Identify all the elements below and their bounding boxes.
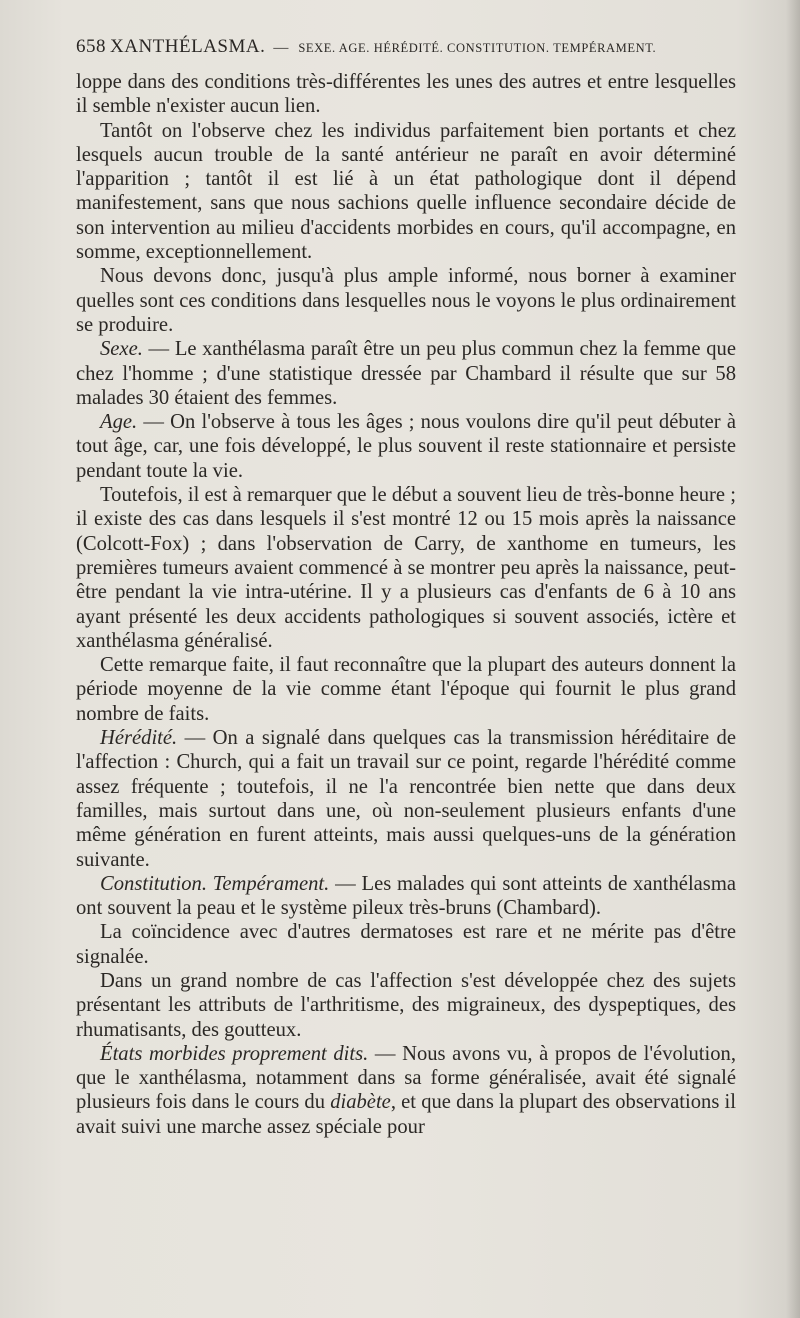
paragraph-constitution: Constitution. Tempérament. — Les malades qui sont atteints de xanthélasma ont souvent la peau et le système pileux très-bruns (Chambard). <box>76 872 736 920</box>
section-heading: Hérédité. <box>100 727 178 750</box>
section-heading: Constitution. Tempérament. <box>100 872 330 895</box>
paragraph-heredite: Hérédité. — On a signalé dans quelques cas la transmission héréditaire de l'affection : Church, qui a fait un travail sur ce point, regarde l'hérédité comme assez fréquente ; toutefois, il ne l'a rencontrée bien nette que dans deux familles, mais surtout dans une, où non-seulement plusieurs enfants d'une même génération en furent atteints, mais aussi quelques-uns de la génération suivante. <box>76 727 736 871</box>
paragraph-etats-morbides: États morbides proprement dits. — Nous avons vu, à propos de l'évolution, que le xanthélasma, notamment dans sa forme généralisée, avait été signalé plusieurs fois dans le cours du diabète, et que dans la plupart des observations il avait suivi une marche assez spéciale pour <box>76 1042 736 1138</box>
body-text <box>76 70 736 1139</box>
section-title: SEXE. AGE. HÉRÉDITÉ. CONSTITUTION. TEMPÉRAMENT. <box>298 41 657 55</box>
section-heading: Sexe. <box>100 338 143 361</box>
running-header <box>76 36 736 62</box>
paragraph: Cette remarque faite, il faut reconnaître que la plupart des auteurs donnent la période moyenne de la vie comme étant l'époque qui fournit le plus grand nombre de faits. <box>76 654 736 725</box>
paragraph: Nous devons donc, jusqu'à plus ample informé, nous borner à examiner quelles sont ces conditions dans lesquelles nous le voyons le plus ordinairement se produire. <box>76 265 736 336</box>
paragraph: loppe dans des conditions très-différentes les unes des autres et entre lesquelles il semble n'exister aucun lien. <box>76 71 736 118</box>
page-number: 658 <box>76 36 106 57</box>
paragraph-sexe: Sexe. — Le xanthélasma paraît être un peu plus commun chez la femme que chez l'homme ; d'une statistique dressée par Chambard il résulte que sur 58 malades 30 étaient des femmes. <box>76 338 736 409</box>
paragraph: Toutefois, il est à remarquer que le début a souvent lieu de très-bonne heure ; il existe des cas dans lesquels il s'est montré 12 ou 15 mois après la naissance (Colcott-Fox) ; dans l'observation de Carry, de xanthome en tumeurs, les premières tumeurs avaient commencé à se montrer peu après la naissance, peut-être pendant la vie intra-utérine. Il y a plusieurs cas d'enfants de 6 à 10 ans ayant présenté les deux accidents pathologiques si souvent associés, ictère et xanthélasma généralisé. <box>76 484 736 652</box>
running-title: XANTHÉLASMA. <box>110 36 266 57</box>
page-edge-shadow <box>786 0 800 1318</box>
paragraph: Tantôt on l'observe chez les individus parfaitement bien portants et chez lesquels aucun trouble de la santé antérieur ne paraît en avoir déterminé l'apparition ; tantôt il est lié à un état pathologique dont il dépend manifestement, sans que nous sachions quelle influence secondaire décide de son intervention au milieu d'accidents morbides en cours, qu'il accompagne, en somme, exceptionnellement. <box>76 119 736 264</box>
section-heading: États morbides proprement dits. <box>100 1042 369 1065</box>
header-dash: — <box>273 40 289 56</box>
paragraph-age: Age. — On l'observe à tous les âges ; nous voulons dire qu'il peut débuter à tout âge, car, une fois développé, le plus souvent il reste stationnaire et persiste pendant toute la vie. <box>76 411 736 482</box>
paragraph: La coïncidence avec d'autres dermatoses est rare et ne mérite pas d'être signalée. <box>76 921 736 968</box>
section-heading: Age. <box>100 411 138 434</box>
emphasis-diabete: diabète <box>330 1091 391 1114</box>
paragraph: Dans un grand nombre de cas l'affection s'est développée chez des sujets présentant les attributs de l'arthritisme, des migraineux, des dyspeptiques, des rhumatisants, des goutteux. <box>76 969 736 1041</box>
